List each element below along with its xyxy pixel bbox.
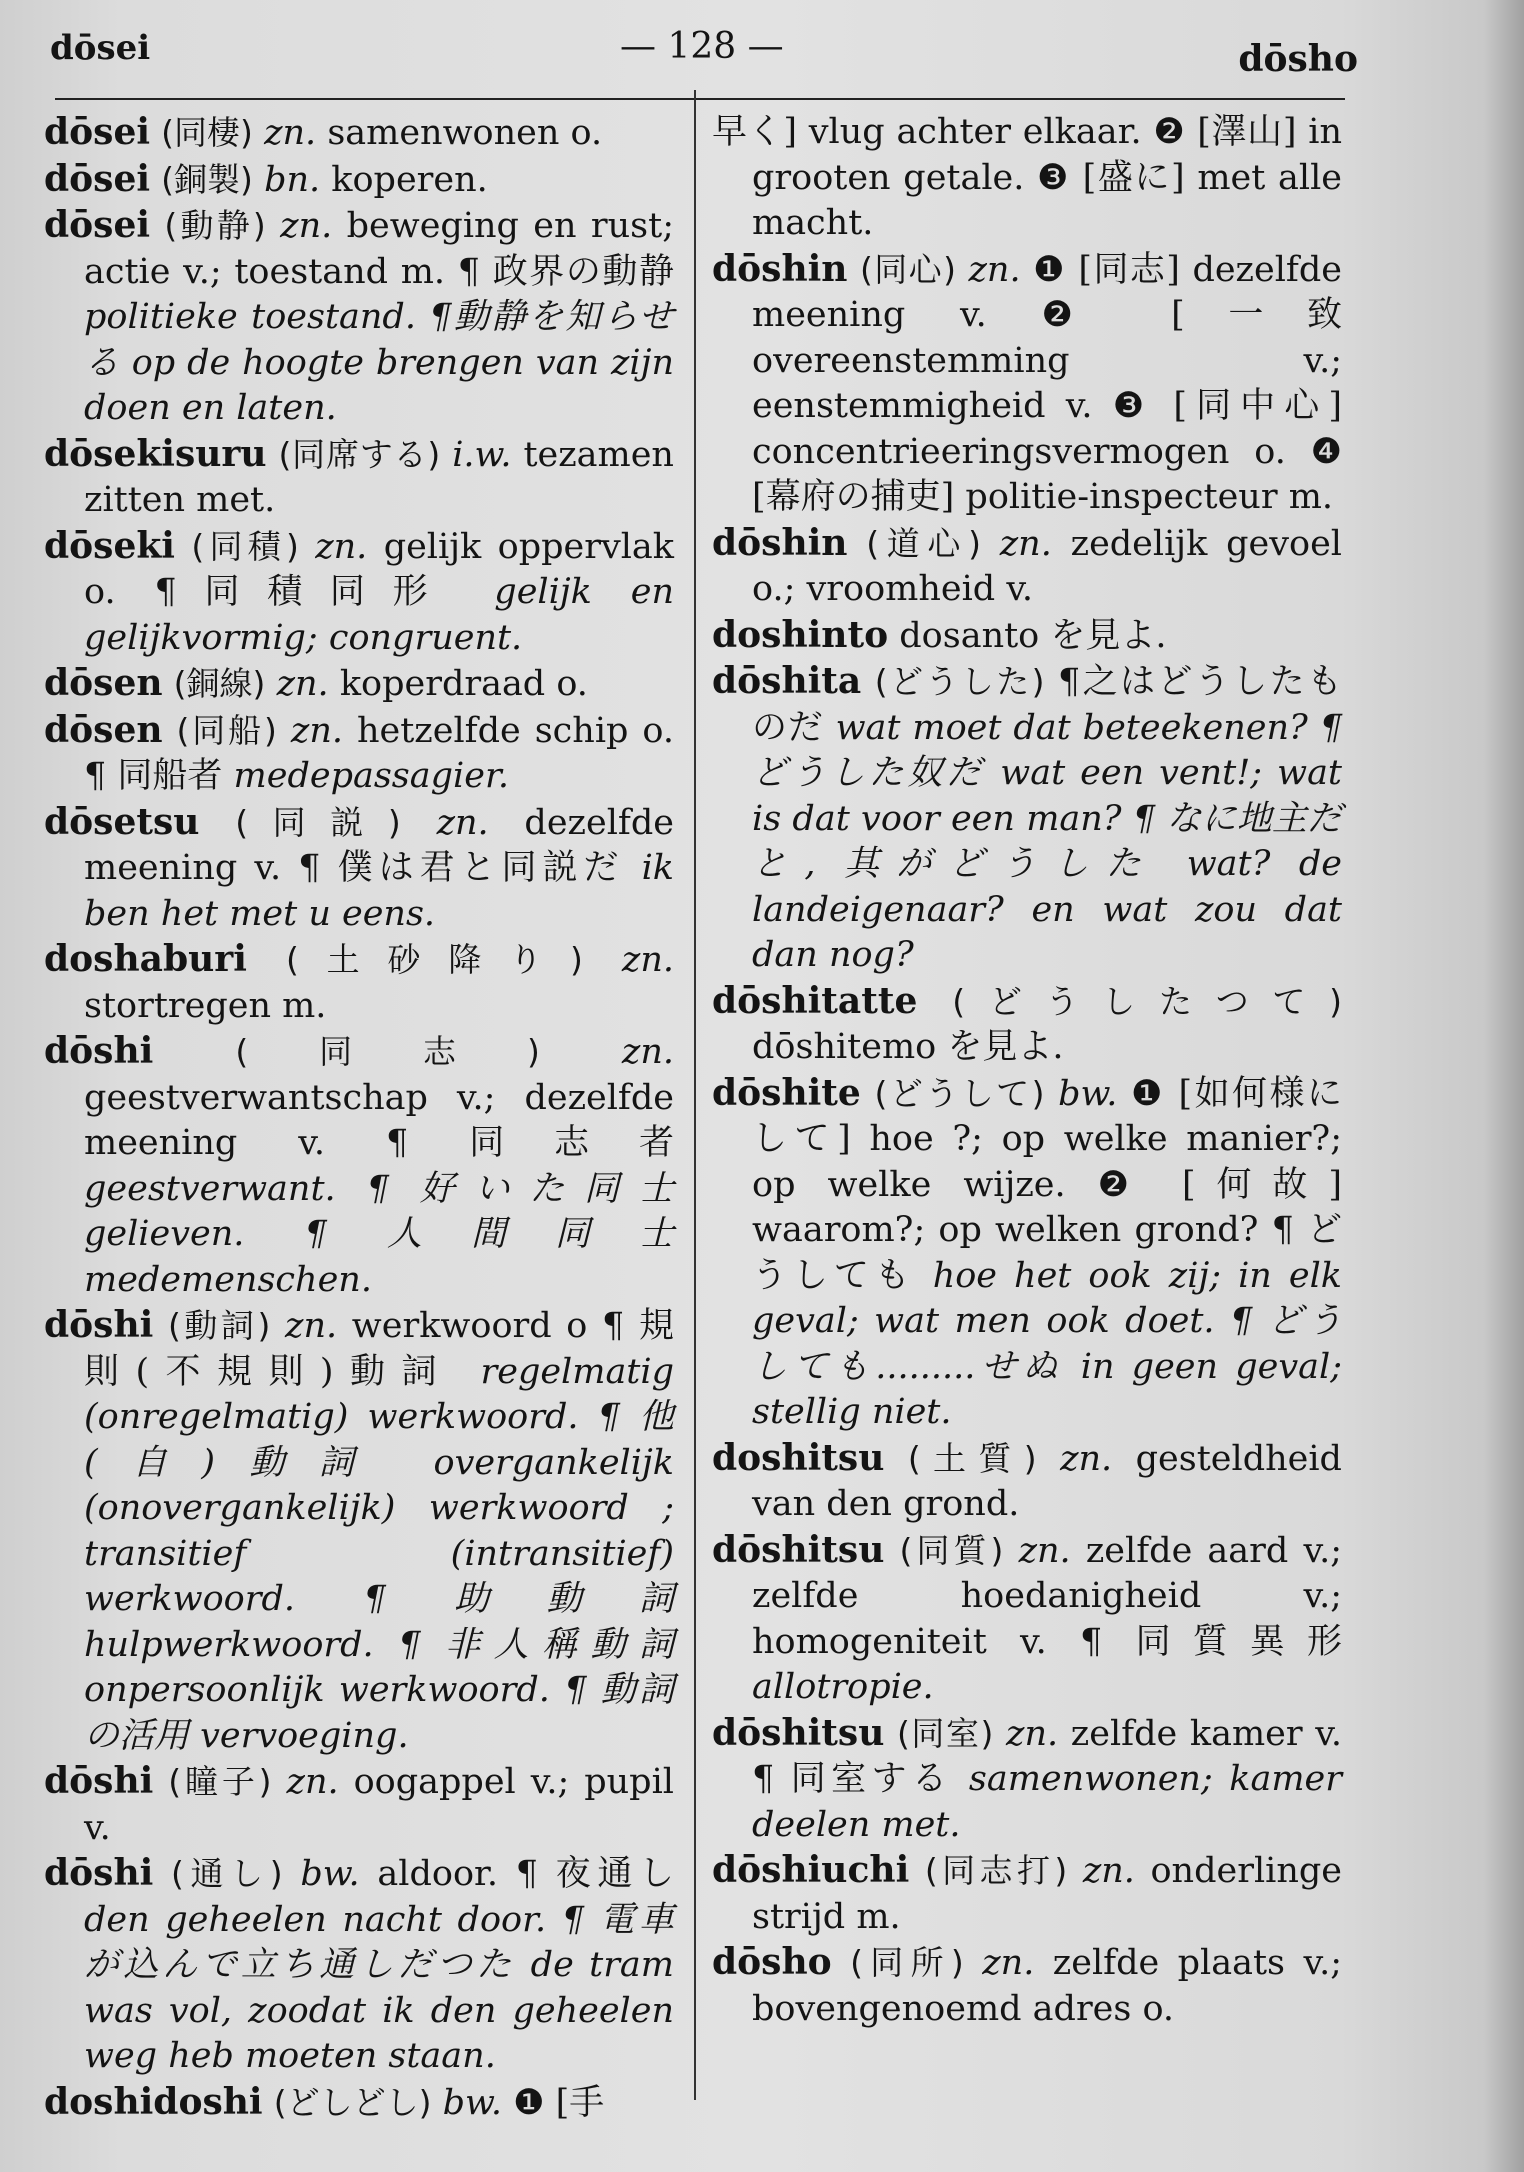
headword: dōshin (712, 521, 848, 564)
headword: dōshi (44, 1852, 154, 1894)
grammar-label: zn. (1082, 1851, 1135, 1891)
japanese-script: (土砂降り) (285, 940, 583, 979)
japanese-script: (同所) (850, 1943, 964, 1982)
grammar-label: zn. (1060, 1438, 1113, 1479)
japanese-script: (道心) (866, 523, 981, 563)
headword: dōseki (44, 524, 175, 567)
translation: oogappel v.; pupil v. (84, 1762, 674, 1848)
translation: ❶ [如何様にして] hoe ?; op welke manier?; op welke wijze. ❷ [何故] waarom?; op welken grond? ¶ どうしても (752, 1073, 1342, 1296)
dictionary-entry (44, 1759, 674, 1851)
translation: ¶之はどうしたものだ (752, 662, 1342, 748)
japanese-script: (土質) (907, 1438, 1037, 1478)
japanese-script: (銅製) (161, 159, 253, 199)
headword: doshinto (712, 613, 889, 656)
column-divider (694, 90, 696, 2100)
headword: dōshi (44, 1304, 154, 1346)
dictionary-entry (44, 203, 674, 432)
japanese-script: (同船) (176, 710, 277, 750)
dictionary-entry (712, 247, 1342, 521)
japanese-script: (銅線) (173, 664, 266, 703)
translation: koperen. (331, 159, 488, 200)
headword: dōshita (712, 660, 862, 702)
grammar-label: i.w. (452, 434, 512, 475)
page-number: — 128 — (620, 26, 784, 67)
dictionary-entry (712, 1711, 1342, 1849)
translation: gesteldheid van den grond. (752, 1438, 1342, 1524)
japanese-script: (どうしたつて) (952, 981, 1342, 1021)
dictionary-entry (44, 524, 674, 662)
translation: koperdraad o. (339, 664, 588, 704)
dictionary-entry (44, 937, 674, 1029)
translation: gelijk oppervlak o. ¶同積同形 (84, 526, 674, 612)
translation: hetzelfde schip o. ¶ 同船者 (84, 710, 674, 796)
japanese-script: (通し) (171, 1854, 283, 1893)
grammar-label: zn. (1006, 1713, 1059, 1754)
headword: dōsekisuru (44, 432, 267, 475)
headword: dōsei (44, 204, 151, 246)
example: den geheelen nacht door. ¶ 電車が込んで立ち通しだつた de tram was vol, zoodat ik den geheelen weg heb moeten staan. (84, 1899, 674, 2076)
dictionary-entry (712, 1940, 1342, 2032)
headword: dōshi (44, 1030, 154, 1072)
grammar-label: zn. (999, 523, 1052, 564)
grammar-label: bw. (442, 2082, 502, 2123)
headword: doshitsu (712, 1436, 885, 1479)
translation: werkwoord o ¶ 規則(不規則)動詞 (84, 1306, 674, 1392)
translation: zelfde kamer v. ¶ 同室する (752, 1713, 1342, 1799)
translation: beweging en rust; actie v.; toestand m. ¶ 政界の動静 (84, 206, 674, 292)
japanese-script: (動詞) (167, 1306, 271, 1345)
page-edge-shadow (1484, 0, 1524, 2172)
translation: zelfde aard v.; zelfde hoedanigheid v.; homogeniteit v. ¶ 同質異形 (752, 1530, 1343, 1662)
example: regelmatig (onregelmatig) werkwoord. ¶ 他(自)動詞 overgankelijk (onovergankelijk) werkwoord ; transitief (intransitief) werkwoord. ¶ 助動詞 hulpwerkwoord. ¶ 非人稱動詞 onpersoonlijk werkwoord. ¶ 動詞の活用 vervoeging. (84, 1351, 674, 1756)
example: politieke toestand. ¶動静を知らせる op de hoogte brengen van zijn doen en laten. (84, 297, 674, 428)
headword: dōsetsu (44, 800, 200, 843)
example: medepassagier. (233, 756, 509, 796)
headword: dōsen (44, 708, 163, 751)
headword: dōshite (712, 1071, 861, 1114)
dictionary-entry (44, 708, 674, 800)
japanese-script: (同室) (897, 1713, 994, 1753)
header-guide-word-left: dōsei (50, 28, 151, 68)
grammar-label: zn. (276, 664, 329, 704)
dictionary-entry (44, 800, 674, 938)
headword: dōsho (712, 1941, 832, 1983)
japanese-script: (同積) (191, 526, 299, 566)
headword: dōsei (44, 157, 151, 200)
dictionary-entry (712, 1071, 1342, 1436)
translation: dōshitemo を見よ. (752, 1027, 1064, 1067)
example: gelijk en gelijkvormig; congruent. (84, 572, 674, 658)
dictionary-entry (712, 1436, 1342, 1528)
dictionary-entry (44, 110, 674, 157)
translation: ❶ [同志] dezelfde meening v. ❷ [一致 overeenstemming v.; eenstemmigheid v. ❸ [同中心] concentrieeringsvermogen o. ❹ [幕府の捕吏] politie-inspecteur m. (752, 249, 1342, 517)
dictionary-entry (44, 2080, 674, 2127)
japanese-script: (どうして) (874, 1073, 1045, 1113)
japanese-script: (同棲) (161, 113, 253, 152)
grammar-label: zn. (968, 249, 1021, 290)
translation: samenwonen o. (327, 113, 603, 153)
dictionary-entry (712, 1528, 1342, 1711)
dictionary-entry (712, 979, 1342, 1071)
headword: dōshitatte (712, 979, 918, 1022)
grammar-label: zn. (280, 206, 333, 246)
example: allotropie. (752, 1667, 934, 1707)
japanese-script: (同志打) (924, 1851, 1068, 1890)
translation: zedelijk gevoel o.; vroomheid v. (752, 523, 1342, 609)
grammar-label: bw. (1058, 1073, 1118, 1114)
dictionary-entry (712, 110, 1342, 247)
translation: zelfde plaats v.; bovengenoemd adres o. (752, 1943, 1342, 2029)
header-guide-word-right: dōsho (1238, 38, 1358, 80)
translation: 早く] vlug achter elkaar. ❷ [澤山] in grooten getale. ❸ [盛に] met alle macht. (712, 112, 1342, 243)
dictionary-entry (44, 432, 674, 524)
headword: dōshitsu (712, 1528, 885, 1571)
translation: geestverwantschap v.; dezelfde meening v. ¶ 同志者 (84, 1077, 674, 1163)
dictionary-entry (712, 613, 1342, 660)
japanese-script: (同志) (235, 1032, 540, 1071)
grammar-label: zn. (286, 1762, 339, 1802)
translation: dosanto を見よ. (899, 615, 1167, 656)
headword: dōsei (44, 111, 151, 153)
grammar-label: bn. (264, 159, 321, 200)
example: ik ben het met u eens. (84, 848, 674, 934)
japanese-script: (どしどし) (273, 2082, 432, 2122)
example: hoe het ook zij; in elk geval; wat men ook doet. ¶ どうしても.........せぬ in geen geval; stellig niet. (752, 1255, 1342, 1432)
translation: aldoor. ¶ 夜通し (377, 1854, 674, 1894)
headword: dōsen (44, 662, 163, 704)
headword: doshidoshi (44, 2080, 263, 2123)
headword: doshaburi (44, 938, 247, 980)
headword: dōshiuchi (712, 1849, 910, 1891)
grammar-label: zn. (264, 113, 317, 153)
grammar-label: zn. (1018, 1530, 1071, 1571)
grammar-label: bw. (300, 1854, 360, 1894)
example: samenwonen; kamer deelen met. (752, 1759, 1342, 1845)
japanese-script: (同説) (235, 802, 401, 842)
headword: dōshitsu (712, 1711, 885, 1754)
dictionary-entry (712, 521, 1342, 613)
example: geestverwant. ¶ 好いた同士 gelieven. ¶ 人間同士 medemenschen. (84, 1168, 674, 1300)
headword: dōshin (712, 247, 848, 290)
grammar-label: zn. (436, 802, 489, 843)
translation: dezelfde meening v. ¶ 僕は君と同説だ (84, 802, 674, 888)
grammar-label: zn. (982, 1943, 1035, 1983)
translation: stortregen m. (84, 985, 327, 1026)
japanese-script: (同質) (899, 1530, 1004, 1570)
dictionary-entry (44, 157, 674, 204)
grammar-label: zn. (290, 710, 343, 751)
left-column (44, 110, 674, 2126)
grammar-label: zn. (285, 1306, 338, 1346)
grammar-label: zn. (315, 526, 368, 567)
translation: ❶ [手 (513, 2082, 605, 2123)
japanese-script: (どうした) (874, 662, 1045, 701)
japanese-script: (瞳子) (168, 1762, 272, 1801)
grammar-label: zn. (621, 940, 674, 980)
header-rule (55, 98, 1345, 100)
dictionary-entry (44, 661, 674, 708)
dictionary-entry (44, 1303, 674, 1759)
example: wat moet dat beteekenen? ¶ どうした奴だ wat een vent!; wat is dat voor een man? ¶ なに地主だと, 其がどうした wat? de landeigenaar? en wat zou dat dan nog? (752, 707, 1342, 975)
japanese-script: (動静) (164, 206, 266, 245)
japanese-script: (同席する) (278, 434, 441, 474)
translation: tezamen zitten met. (84, 434, 674, 520)
dictionary-entry (44, 1851, 674, 2080)
dictionary-entry (44, 1029, 674, 1303)
page-header (50, 18, 1358, 88)
headword: dōshi (44, 1760, 154, 1802)
dictionary-entry (712, 1848, 1342, 1940)
japanese-script: (同心) (860, 249, 956, 289)
grammar-label: zn. (621, 1032, 674, 1072)
dictionary-entry (712, 659, 1342, 979)
right-column (712, 110, 1342, 2032)
translation: onderlinge strijd m. (752, 1851, 1342, 1937)
